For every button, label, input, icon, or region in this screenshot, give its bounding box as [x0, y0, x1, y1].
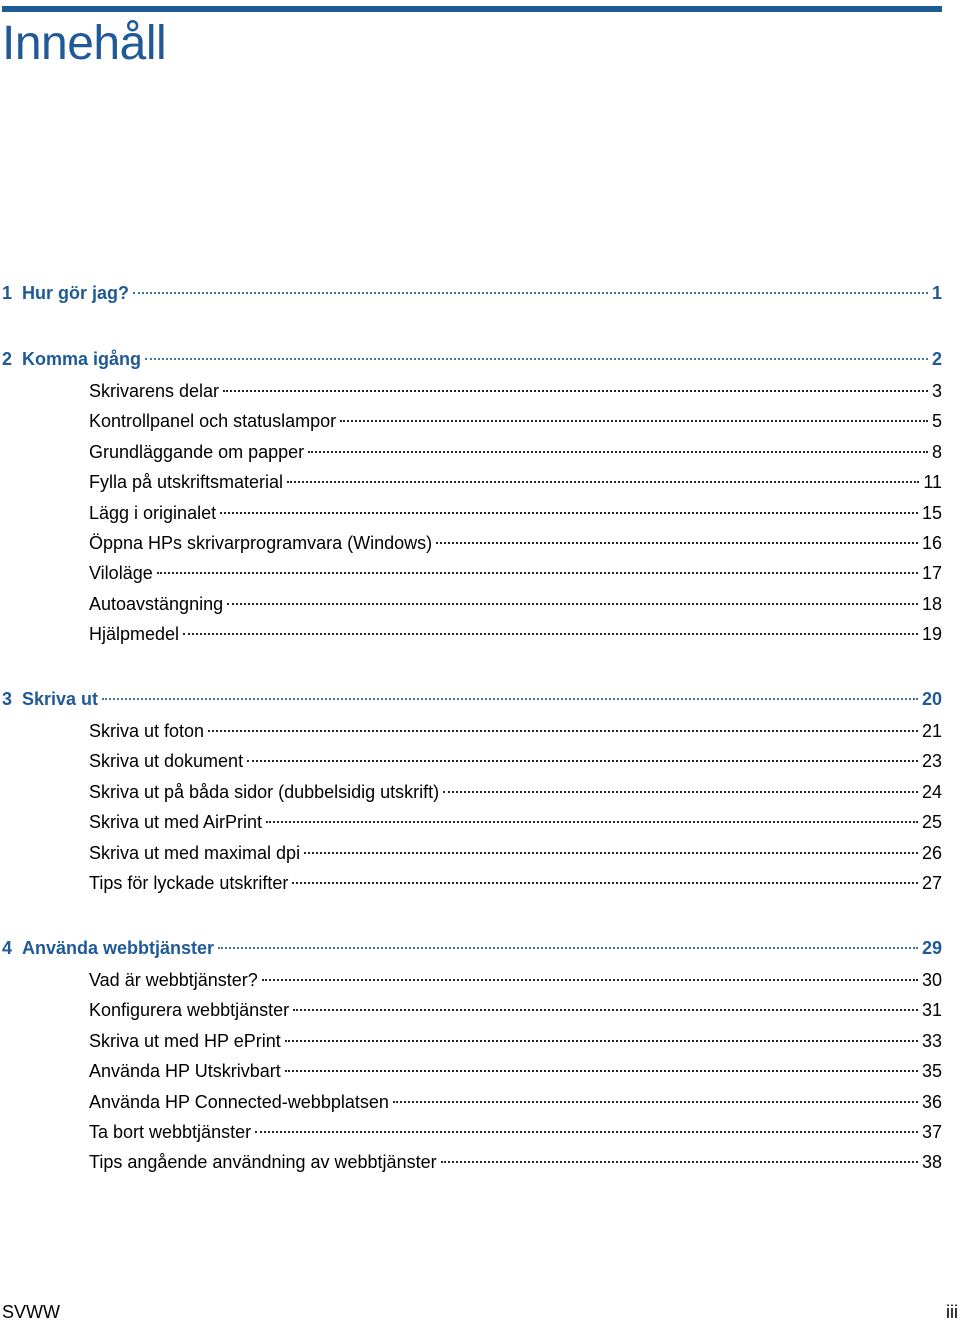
dot-leader	[223, 390, 928, 392]
dot-leader	[145, 358, 928, 360]
toc-section[interactable]	[89, 718, 942, 744]
section-page-number: 26	[921, 842, 942, 863]
section-page-number: 36	[921, 1091, 942, 1112]
dot-leader	[220, 512, 918, 514]
footer-doc-code: SVWW	[2, 1302, 60, 1322]
toc-chapter-1[interactable]	[2, 280, 942, 306]
chapter-page-number: 1	[931, 283, 942, 303]
section-title[interactable]: Fylla på utskriftsmaterial	[89, 472, 284, 493]
chapter-title[interactable]: Använda webbtjänster	[22, 938, 215, 958]
section-title[interactable]: Grundläggande om papper	[89, 441, 305, 462]
section-page-number: 3	[931, 381, 942, 401]
section-page-number: 38	[921, 1152, 942, 1173]
chapter-title[interactable]: Hur gör jag?	[22, 283, 129, 303]
section-page-number: 8	[931, 441, 942, 462]
dot-leader	[262, 979, 918, 981]
dot-leader	[218, 947, 918, 949]
toc-section[interactable]	[89, 748, 942, 774]
section-title[interactable]: Skriva ut foton	[89, 721, 205, 741]
toc-chapter-2[interactable]	[2, 346, 942, 372]
toc-chapter-3[interactable]	[2, 686, 942, 712]
dot-leader	[443, 791, 918, 793]
section-title[interactable]: Skriva ut med AirPrint	[89, 812, 263, 833]
toc-section[interactable]	[89, 967, 942, 993]
dot-leader	[393, 1101, 918, 1103]
toc-section[interactable]	[89, 809, 942, 835]
dot-leader	[293, 1009, 918, 1011]
section-title[interactable]: Autoavstängning	[89, 593, 224, 614]
chapter-number: 3	[2, 689, 13, 709]
section-page-number: 25	[921, 812, 942, 833]
dot-leader	[441, 1161, 918, 1163]
chapter-page-number: 2	[931, 349, 942, 369]
dot-leader	[183, 633, 918, 635]
section-title[interactable]: Tips för lyckade utskrifter	[89, 873, 289, 893]
chapter-title[interactable]: Komma igång	[22, 349, 142, 369]
dot-leader	[285, 1070, 918, 1072]
toc-section[interactable]	[89, 1119, 942, 1145]
dot-leader	[285, 1040, 918, 1042]
toc-chapter-4[interactable]	[2, 935, 942, 961]
section-page-number: 37	[921, 1122, 942, 1142]
section-page-number: 33	[921, 1030, 942, 1051]
section-title[interactable]: Skrivarens delar	[89, 381, 220, 401]
toc-section[interactable]	[89, 530, 942, 556]
toc-section[interactable]	[89, 840, 942, 866]
section-page-number: 16	[921, 533, 942, 553]
section-page-number: 11	[923, 472, 942, 493]
dot-leader	[304, 852, 918, 854]
chapter-page-number: 20	[921, 689, 942, 709]
section-page-number: 30	[921, 970, 942, 990]
toc-section[interactable]	[89, 439, 942, 465]
section-title[interactable]: Konfigurera webbtjänster	[89, 1000, 290, 1021]
section-title[interactable]: Skriva ut med HP ePrint	[89, 1030, 281, 1051]
chapter-number: 1	[2, 283, 13, 303]
section-title[interactable]: Skriva ut med maximal dpi	[89, 842, 301, 863]
section-title[interactable]: Använda HP Connected-webbplatsen	[89, 1091, 389, 1112]
page-footer	[2, 1300, 958, 1324]
section-page-number: 19	[921, 624, 942, 645]
section-page-number: 23	[921, 751, 942, 772]
toc-section[interactable]	[89, 1149, 942, 1175]
dot-leader	[247, 760, 918, 762]
section-page-number: 24	[921, 781, 942, 802]
section-page-number: 27	[921, 873, 942, 893]
dot-leader	[208, 730, 918, 732]
dot-leader	[133, 292, 928, 294]
dot-leader	[157, 572, 918, 574]
toc-section[interactable]	[89, 560, 942, 586]
section-title[interactable]: Tips angående användning av webbtjänster	[89, 1152, 437, 1173]
section-page-number: 35	[921, 1061, 942, 1082]
dot-leader	[292, 882, 918, 884]
toc-section[interactable]	[89, 591, 942, 617]
toc-section[interactable]	[89, 500, 942, 526]
section-title[interactable]: Skriva ut dokument	[89, 751, 244, 772]
section-title[interactable]: Vad är webbtjänster?	[89, 970, 258, 990]
chapter-number: 4	[2, 938, 13, 958]
section-page-number: 5	[931, 411, 942, 432]
section-title[interactable]: Kontrollpanel och statuslampor	[89, 411, 337, 432]
toc-section[interactable]	[89, 1089, 942, 1115]
toc-section[interactable]	[89, 621, 942, 647]
section-title[interactable]: Öppna HPs skrivarprogramvara (Windows)	[89, 533, 433, 553]
dot-leader	[266, 821, 918, 823]
dot-leader	[255, 1131, 918, 1133]
chapter-page-number: 29	[921, 938, 942, 958]
dot-leader	[340, 420, 928, 422]
section-page-number: 21	[921, 721, 942, 741]
toc-section[interactable]	[89, 469, 942, 495]
section-title[interactable]: Använda HP Utskrivbart	[89, 1061, 281, 1082]
section-title[interactable]: Viloläge	[89, 563, 153, 584]
section-page-number: 31	[921, 1000, 942, 1021]
toc-section[interactable]	[89, 1058, 942, 1084]
section-title[interactable]: Ta bort webbtjänster	[89, 1122, 252, 1142]
section-title[interactable]: Skriva ut på båda sidor (dubbelsidig utskrift)	[89, 781, 440, 802]
dot-leader	[102, 698, 918, 700]
section-page-number: 15	[921, 502, 942, 523]
section-page-number: 18	[921, 593, 942, 614]
section-page-number: 17	[921, 563, 942, 584]
page-title: Innehåll	[2, 17, 167, 70]
section-title[interactable]: Hjälpmedel	[89, 624, 180, 645]
toc-section[interactable]	[89, 779, 942, 805]
dot-leader	[287, 481, 919, 483]
chapter-number: 2	[2, 349, 13, 369]
toc-section[interactable]	[89, 378, 942, 404]
toc-section[interactable]	[89, 997, 942, 1023]
toc-section[interactable]	[89, 1028, 942, 1054]
section-title[interactable]: Lägg i originalet	[89, 502, 217, 523]
dot-leader	[308, 451, 928, 453]
dot-leader	[227, 603, 918, 605]
toc-section[interactable]	[89, 870, 942, 896]
footer-page-number: iii	[946, 1302, 958, 1322]
chapter-title[interactable]: Skriva ut	[22, 689, 99, 709]
toc-section[interactable]	[89, 408, 942, 434]
dot-leader	[436, 542, 918, 544]
